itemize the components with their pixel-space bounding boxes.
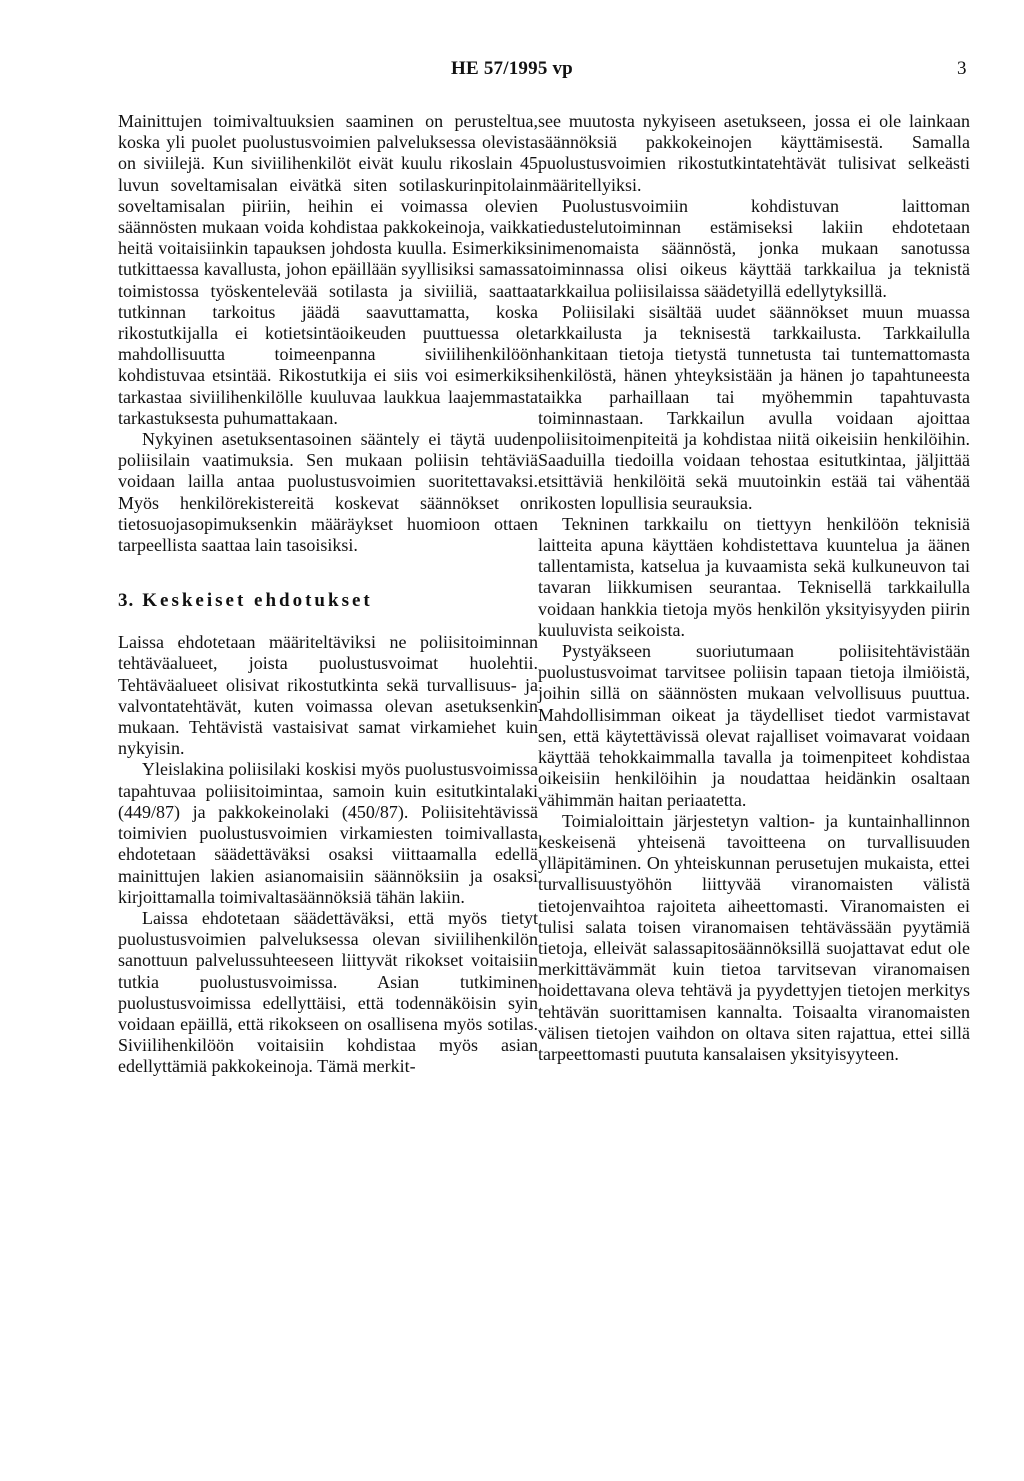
paragraph: Nykyinen asetuksentasoinen sääntely ei täytä uuden poliisilain vaatimuksia. Sen mukaan poliisin tehtäviä voidaan lailla antaa puolustusvoimien suoritettavaksi. Myös henkilörekistereitä koskevat säännökset on tietosuojasopimuksenkin määräykset huomioon ottaen tarpeellista saattaa lain tasoisiksi. [118,429,538,556]
document-header-title: HE 57/1995 vp [451,58,573,79]
paragraph: Mainittujen toimivaltuuksien saaminen on perusteltua, koska yli puolet puolustusvoimien palveluksessa olevista on siviilejä. Kun siviilihenkilöt eivät kuulu rikoslain 45 luvun soveltamisalan eivätkä siten sotilaskurinpitolain soveltamisalan piiriin, heihin ei voimassa olevien säännösten mukaan voida kohdistaa pakkokeinoja, vaikka heitä voitaisiinkin tapauksen johdosta kuulla. Esimerkiksi tutkittaessa kavallusta, johon epäillään syyllisiksi samassa toimistossa työskentelevää sotilasta ja siviiliä, saattaa tutkinnan tarkoitus jäädä saavuttamatta, koska rikostutkijalla ei kotietsintäoikeuden puuttuessa ole mahdollisuutta toimeenpanna siviilihenkilöön kohdistuvaa etsintää. Rikostutkija ei siis voi esimerkiksi tarkastaa siviilihenkilölle kuuluvaa laukkua laajemmasta tarkastuksesta puhumattakaan. [118,111,538,428]
left-column [118,111,538,1078]
section-heading [118,590,538,612]
paragraph: Poliisilaki sisältää uudet säännökset muun muassa tarkkailusta ja teknisestä tarkkailusta. Tarkkailulla hankitaan tietoja tietystä tunnetusta tai tuntemattomasta henkilöstä, hänen yhteyksistään ja hänen jo tapahtuneesta taikka parhaillaan tai myöhemmin tapahtuvasta toiminnastaan. Tarkkailun avulla voidaan ajoittaa poliisitoimenpiteitä ja kohdistaa niitä oikeisiin henkilöihin. Saaduilla tiedoilla voidaan tehostaa esitutkintaa, jäljittää etsittäviä henkilöitä sekä muutoinkin estää tai vähentää rikosten lopullisia seurauksia. [538,301,970,513]
paragraph: see muutosta nykyiseen asetukseen, jossa ei ole lainkaan säännöksiä pakkokeinojen käyttämisestä. Samalla puolustusvoimien rikostutkintatehtävät tulisivat selkeästi määritellyiksi. [538,111,970,195]
section-number: 3. [118,590,135,612]
section-title: Keskeiset ehdotukset [142,590,373,612]
page-number: 3 [957,58,967,79]
paragraph: Tekninen tarkkailu on tiettyyn henkilöön teknisiä laitteita apuna käyttäen kohdistettava kuuntelua ja äänen tallentamista, katselua ja kuvaamista sekä kulkuneuvon tai tavaran liikkumisen seurantaa. Teknisellä tarkkailulla voidaan hankkia tietoja myös henkilön yksityisyyden piirin kuuluvista seikoista. [538,513,970,640]
paragraph: Toimialoittain järjestetyn valtion- ja kuntainhallinnon keskeisenä yhteisenä tavoitteena on turvallisuuden ylläpitäminen. On yhteiskunnan perusetujen mukaista, ettei turvallisuustyöhön liittyvää viranomaisten välistä tietojenvaihtoa rajoiteta aiheettomasti. Viranomaisten ei tulisi salata toisen viranomaisen tehtävässään pyytämiä tietoja, elleivät salassapitosäännöksillä suojattavat edut ole merkittävämmät kuin tietoa tarvitsevan viranomaisen hoidettavana oleva tehtävä ja pyydettyjen tietojen merkitys tehtävän suorittamisen kannalta. Toisaalta viranomaisten välisen tietojen vaihdon on oltava siten rajattua, ettei sillä tarpeettomasti puututa kansalaisen yksityisyyteen. [538,810,970,1064]
right-column [538,111,970,1065]
paragraph: Laissa ehdotetaan säädettäväksi, että myös tietyt puolustusvoimien palveluksessa olevan siviilihenkilön sanottuun palvelussuhteeseen liittyvät rikokset voitaisiin tutkia puolustusvoimissa. Asian tutkiminen puolustusvoimissa edellyttäisi, että todennäköisin syin voidaan epäillä, että rikokseen on osallisena myös sotilas. Siviilihenkilöön voitaisiin kohdistaa myös asian edellyttämiä pakkokeinoja. Tämä merkit- [118,907,538,1077]
paragraph: Yleislakina poliisilaki koskisi myös puolustusvoimissa tapahtuvaa poliisitoimintaa, samoin kuin esitutkintalaki (449/87) ja pakkokeinolaki (450/87). Poliisitehtävissä toimivien puolustusvoimien virkamiesten toimivallasta ehdotetaan säädettäväksi osaksi viittaamalla edellä mainittujen lakien asianomaisiin säännöksiin ja osaksi kirjoittamalla toimivaltasäännöksiä tähän lakiin. [118,759,538,907]
paragraph: Pystyäkseen suoriutumaan poliisitehtävistään puolustusvoimat tarvitsee poliisin tapaan tietoja ilmiöistä, joihin sillä on säännösten mukaan velvollisuus puuttua. Mahdollisimman oikeat ja täydelliset tiedot varmistavat sen, että käytettävissä olevat rajalliset voimavarat voidaan käyttää tehokkaimmalla tavalla ja toimenpiteet kohdistaa oikeisiin henkilöihin ja noudattaa heidänkin osaltaan vähimmän haitan periaatetta. [538,641,970,810]
paragraph: Laissa ehdotetaan määriteltäviksi ne poliisitoiminnan tehtäväalueet, joista puolustusvoimat huolehtii. Tehtäväalueet olisivat rikostutkinta sekä turvallisuus- ja valvontatehtävät, kuten voimassa olevan asetuksenkin mukaan. Tehtävistä vastaisivat samat virkamiehet kuin nykyisin. [118,632,538,759]
paragraph: Puolustusvoimiin kohdistuvan laittoman tiedustelutoiminnan estämiseksi lakiin ehdotetaan nimenomaista säännöstä, jonka mukaan sanotussa toiminnassa olisi oikeus käyttää tarkkailua ja teknistä tarkkailua poliisilaissa säädetyillä edellytyksillä. [538,195,970,301]
